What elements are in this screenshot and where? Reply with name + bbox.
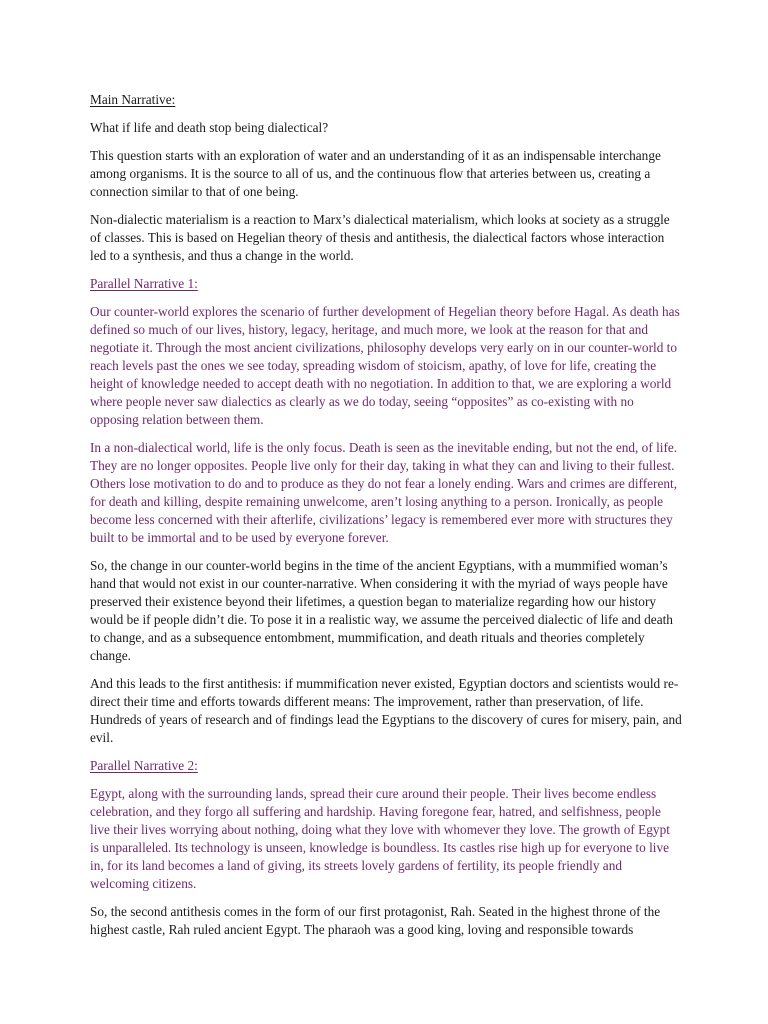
main-paragraph-2: Non-dialectic materialism is a reaction to Marx’s dialectical materialism, which looks at society as a struggle of classes. This is based on Hegelian theory of thesis and antithesis, the dialectical factors whose interaction led to a synthesis, and thus a change in the world.	[90, 212, 670, 263]
document-page	[90, 91, 682, 949]
main-paragraph-5: So, the second antithesis comes in the form of our first protagonist, Rah. Seated in the highest throne of the highest castle, Rah ruled ancient Egypt. The pharaoh was a good king, loving and responsible towards	[90, 904, 661, 937]
main-paragraph-1: This question starts with an exploration of water and an understanding of it as an indispensable interchange among organisms. It is the source to all of us, and the continuous flow that arteries between us, creating a connection similar to that of one being.	[90, 148, 661, 199]
parallel-narrative-1-heading: Parallel Narrative 1:	[90, 276, 198, 291]
main-narrative-heading: Main Narrative:	[90, 92, 176, 107]
parallel-2-paragraph-1: Egypt, along with the surrounding lands, spread their cure around their people. Their lives become endless celebration, and they forgo all suffering and hardship. Having foregone fear, hatred, and selfishness, people live their lives worrying about nothing, doing what they love with whomever they love. The growth of Egypt is unparalleled. Its technology is unseen, knowledge is boundless. Its castles rise high up for everyone to live in, for its land becomes a land of giving, its streets lovely gardens of fertility, its people friendly and welcoming citizens.	[90, 786, 670, 891]
question-line: What if life and death stop being dialectical?	[90, 120, 329, 135]
parallel-1-paragraph-1: Our counter-world explores the scenario of further development of Hegelian theory before Hagal. As death has defined so much of our lives, history, legacy, heritage, and much more, we look at the reason for that and negotiate it. Through the most ancient civilizations, philosophy develops very early on in our counter-world to reach levels past the ones we see today, spreading wisdom of stoicism, apathy, of love for life, creating the height of knowledge needed to accept death with no negotiation. In addition to that, we are exploring a world where people never saw dialectics as clearly as we do today, seeing “opposites” as co-existing with no opposing relation between them.	[90, 304, 680, 427]
parallel-1-paragraph-2: In a non-dialectical world, life is the only focus. Death is seen as the inevitable ending, but not the end, of life. They are no longer opposites. People live only for their day, taking in what they can and living to their fullest. Others lose motivation to do and to produce as they do not fear a lonely ending. Wars and crimes are different, for death and killing, despite remaining unwelcome, aren’t losing anything to a person. Ironically, as people become less concerned with their afterlife, civilizations’ legacy is remembered ever more with structures they built to be immortal and to be used by everyone forever.	[90, 440, 678, 545]
main-paragraph-4: And this leads to the first antithesis: if mummification never existed, Egyptian doctors and scientists would re-direct their time and efforts towards different means: The improvement, rather than preservation, of life. Hundreds of years of research and of findings lead the Egyptians to the discovery of cures for misery, pain, and evil.	[90, 676, 682, 745]
main-paragraph-3: So, the change in our counter-world begins in the time of the ancient Egyptians, with a mummified woman’s hand that would not exist in our counter-narrative. When considering it with the myriad of ways people have preserved their existence beyond their lifetimes, a question began to materialize regarding how our history would be if people didn’t die. To pose it in a realistic way, we assume the perceived dialectic of life and death to change, and as a subsequence entombment, mummification, and death rituals and theories completely change.	[90, 558, 673, 663]
parallel-narrative-2-heading: Parallel Narrative 2:	[90, 758, 198, 773]
